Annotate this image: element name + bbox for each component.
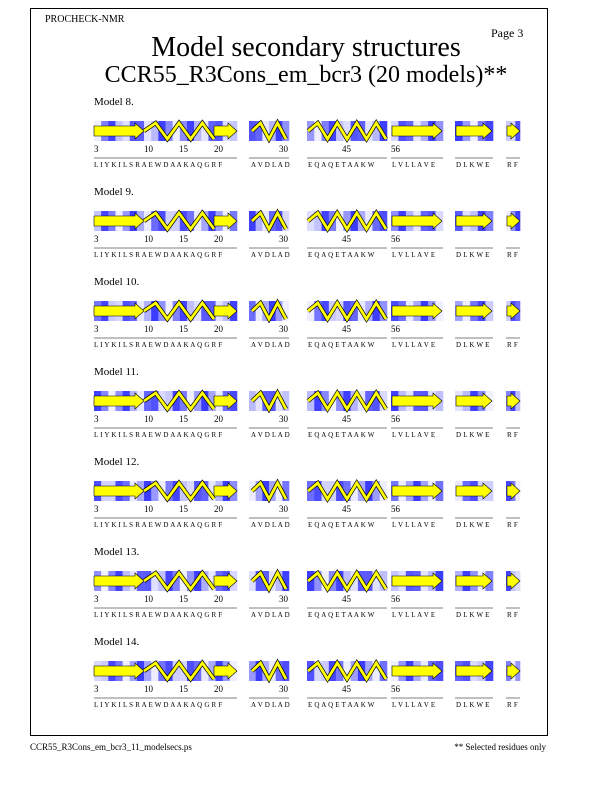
structure-diagram — [94, 656, 534, 716]
sequence-text: L V L L A V E — [392, 431, 436, 439]
sequence-text: A V D L A D — [251, 341, 290, 349]
model-block — [94, 546, 534, 626]
sequence-text: L I Y K I L S R A E W D A A K A Q G R F — [94, 521, 223, 529]
residue-number: 20 — [214, 324, 223, 334]
residue-number: 30 — [279, 594, 288, 604]
sequence-text: L I Y K I L S R A E W D A A K A Q G R F — [94, 161, 223, 169]
model-label: Model 10. — [94, 276, 140, 288]
residue-number: 20 — [214, 504, 223, 514]
residue-number: 45 — [342, 234, 351, 244]
residue-number: 15 — [179, 504, 188, 514]
residue-number: 30 — [279, 504, 288, 514]
structure-diagram — [94, 116, 534, 176]
sequence-text: L I Y K I L S R A E W D A A K A Q G R F — [94, 251, 223, 259]
program-name: PROCHECK-NMR — [45, 14, 125, 25]
sequence-text: E Q A Q E T A A K W — [308, 341, 375, 349]
sequence-text: A V D L A D — [251, 521, 290, 529]
residue-number: 15 — [179, 324, 188, 334]
structure-diagram — [94, 566, 534, 626]
residue-number: 3 — [94, 144, 99, 154]
sequence-text: D L K W E — [456, 611, 490, 619]
sequence-text: L V L L A V E — [392, 341, 436, 349]
residue-number: 10 — [144, 594, 153, 604]
sequence-text: L V L L A V E — [392, 701, 436, 709]
residue-number: 56 — [391, 684, 400, 694]
residue-number: 10 — [144, 684, 153, 694]
residue-number: 56 — [391, 414, 400, 424]
residue-number: 20 — [214, 594, 223, 604]
residue-number: 15 — [179, 234, 188, 244]
residue-number: 30 — [279, 414, 288, 424]
sequence-text: D L K W E — [456, 431, 490, 439]
residue-number: 30 — [279, 324, 288, 334]
sequence-text: D L K W E — [456, 341, 490, 349]
residue-number: 20 — [214, 414, 223, 424]
residue-number: 3 — [94, 234, 99, 244]
residue-number: 56 — [391, 234, 400, 244]
sequence-text: L I Y K I L S R A E W D A A K A Q G R F — [94, 341, 223, 349]
model-label: Model 11. — [94, 366, 139, 378]
sequence-text: R F — [507, 161, 518, 169]
sequence-text: R F — [507, 611, 518, 619]
residue-number: 56 — [391, 324, 400, 334]
residue-number: 15 — [179, 144, 188, 154]
residue-number: 10 — [144, 504, 153, 514]
residue-number: 3 — [94, 414, 99, 424]
structure-diagram — [94, 296, 534, 356]
sequence-text: R F — [507, 431, 518, 439]
model-label: Model 9. — [94, 186, 134, 198]
sequence-text: L I Y K I L S R A E W D A A K A Q G R F — [94, 431, 223, 439]
model-label: Model 13. — [94, 546, 140, 558]
residue-number: 10 — [144, 144, 153, 154]
sequence-text: D L K W E — [456, 521, 490, 529]
sequence-text: L V L L A V E — [392, 611, 436, 619]
residue-number: 30 — [279, 234, 288, 244]
residue-number: 15 — [179, 414, 188, 424]
residue-number: 3 — [94, 684, 99, 694]
residue-number: 3 — [94, 504, 99, 514]
model-label: Model 14. — [94, 636, 140, 648]
sequence-text: A V D L A D — [251, 431, 290, 439]
sequence-text: A V D L A D — [251, 701, 290, 709]
model-label: Model 12. — [94, 456, 140, 468]
model-block — [94, 636, 534, 716]
residue-number: 10 — [144, 414, 153, 424]
sequence-text: L V L L A V E — [392, 251, 436, 259]
residue-number: 30 — [279, 144, 288, 154]
sequence-text: E Q A Q E T A A K W — [308, 611, 375, 619]
residue-number: 20 — [214, 144, 223, 154]
sequence-text: E Q A Q E T A A K W — [308, 701, 375, 709]
sequence-text: E Q A Q E T A A K W — [308, 251, 375, 259]
residue-number: 20 — [214, 684, 223, 694]
sequence-text: E Q A Q E T A A K W — [308, 161, 375, 169]
structure-diagram — [94, 476, 534, 536]
residue-number: 20 — [214, 234, 223, 244]
residue-number: 56 — [391, 504, 400, 514]
residue-number: 45 — [342, 144, 351, 154]
residue-number: 56 — [391, 144, 400, 154]
residue-number: 45 — [342, 594, 351, 604]
model-block — [94, 456, 534, 536]
sequence-text: E Q A Q E T A A K W — [308, 521, 375, 529]
page-title: Model secondary structures — [151, 32, 461, 63]
sequence-text: R F — [507, 521, 518, 529]
footer-note: ** Selected residues only — [454, 742, 546, 752]
sequence-text: R F — [507, 251, 518, 259]
sequence-text: E Q A Q E T A A K W — [308, 431, 375, 439]
residue-number: 45 — [342, 684, 351, 694]
sequence-text: D L K W E — [456, 251, 490, 259]
residue-number: 45 — [342, 324, 351, 334]
residue-number: 3 — [94, 594, 99, 604]
residue-number: 10 — [144, 324, 153, 334]
structure-diagram — [94, 386, 534, 446]
sequence-text: R F — [507, 701, 518, 709]
model-block — [94, 276, 534, 356]
structure-diagram — [94, 206, 534, 266]
model-block — [94, 186, 534, 266]
residue-number: 15 — [179, 594, 188, 604]
residue-number: 45 — [342, 414, 351, 424]
sequence-text: L I Y K I L S R A E W D A A K A Q G R F — [94, 701, 223, 709]
sequence-text: L V L L A V E — [392, 161, 436, 169]
residue-number: 10 — [144, 234, 153, 244]
sequence-text: A V D L A D — [251, 611, 290, 619]
sequence-text: A V D L A D — [251, 251, 290, 259]
model-block — [94, 96, 534, 176]
residue-number: 30 — [279, 684, 288, 694]
residue-number: 56 — [391, 594, 400, 604]
sequence-text: D L K W E — [456, 161, 490, 169]
model-label: Model 8. — [94, 96, 134, 108]
residue-number: 3 — [94, 324, 99, 334]
page-number: Page 3 — [491, 26, 524, 40]
sequence-text: D L K W E — [456, 701, 490, 709]
model-block — [94, 366, 534, 446]
sequence-text: L I Y K I L S R A E W D A A K A Q G R F — [94, 611, 223, 619]
sequence-text: R F — [507, 341, 518, 349]
sequence-text: L V L L A V E — [392, 521, 436, 529]
residue-number: 45 — [342, 504, 351, 514]
residue-number: 15 — [179, 684, 188, 694]
footer-filename: CCR55_R3Cons_em_bcr3_11_modelsecs.ps — [30, 742, 192, 752]
page-subtitle: CCR55_R3Cons_em_bcr3 (20 models)** — [104, 62, 508, 88]
sequence-text: A V D L A D — [251, 161, 290, 169]
